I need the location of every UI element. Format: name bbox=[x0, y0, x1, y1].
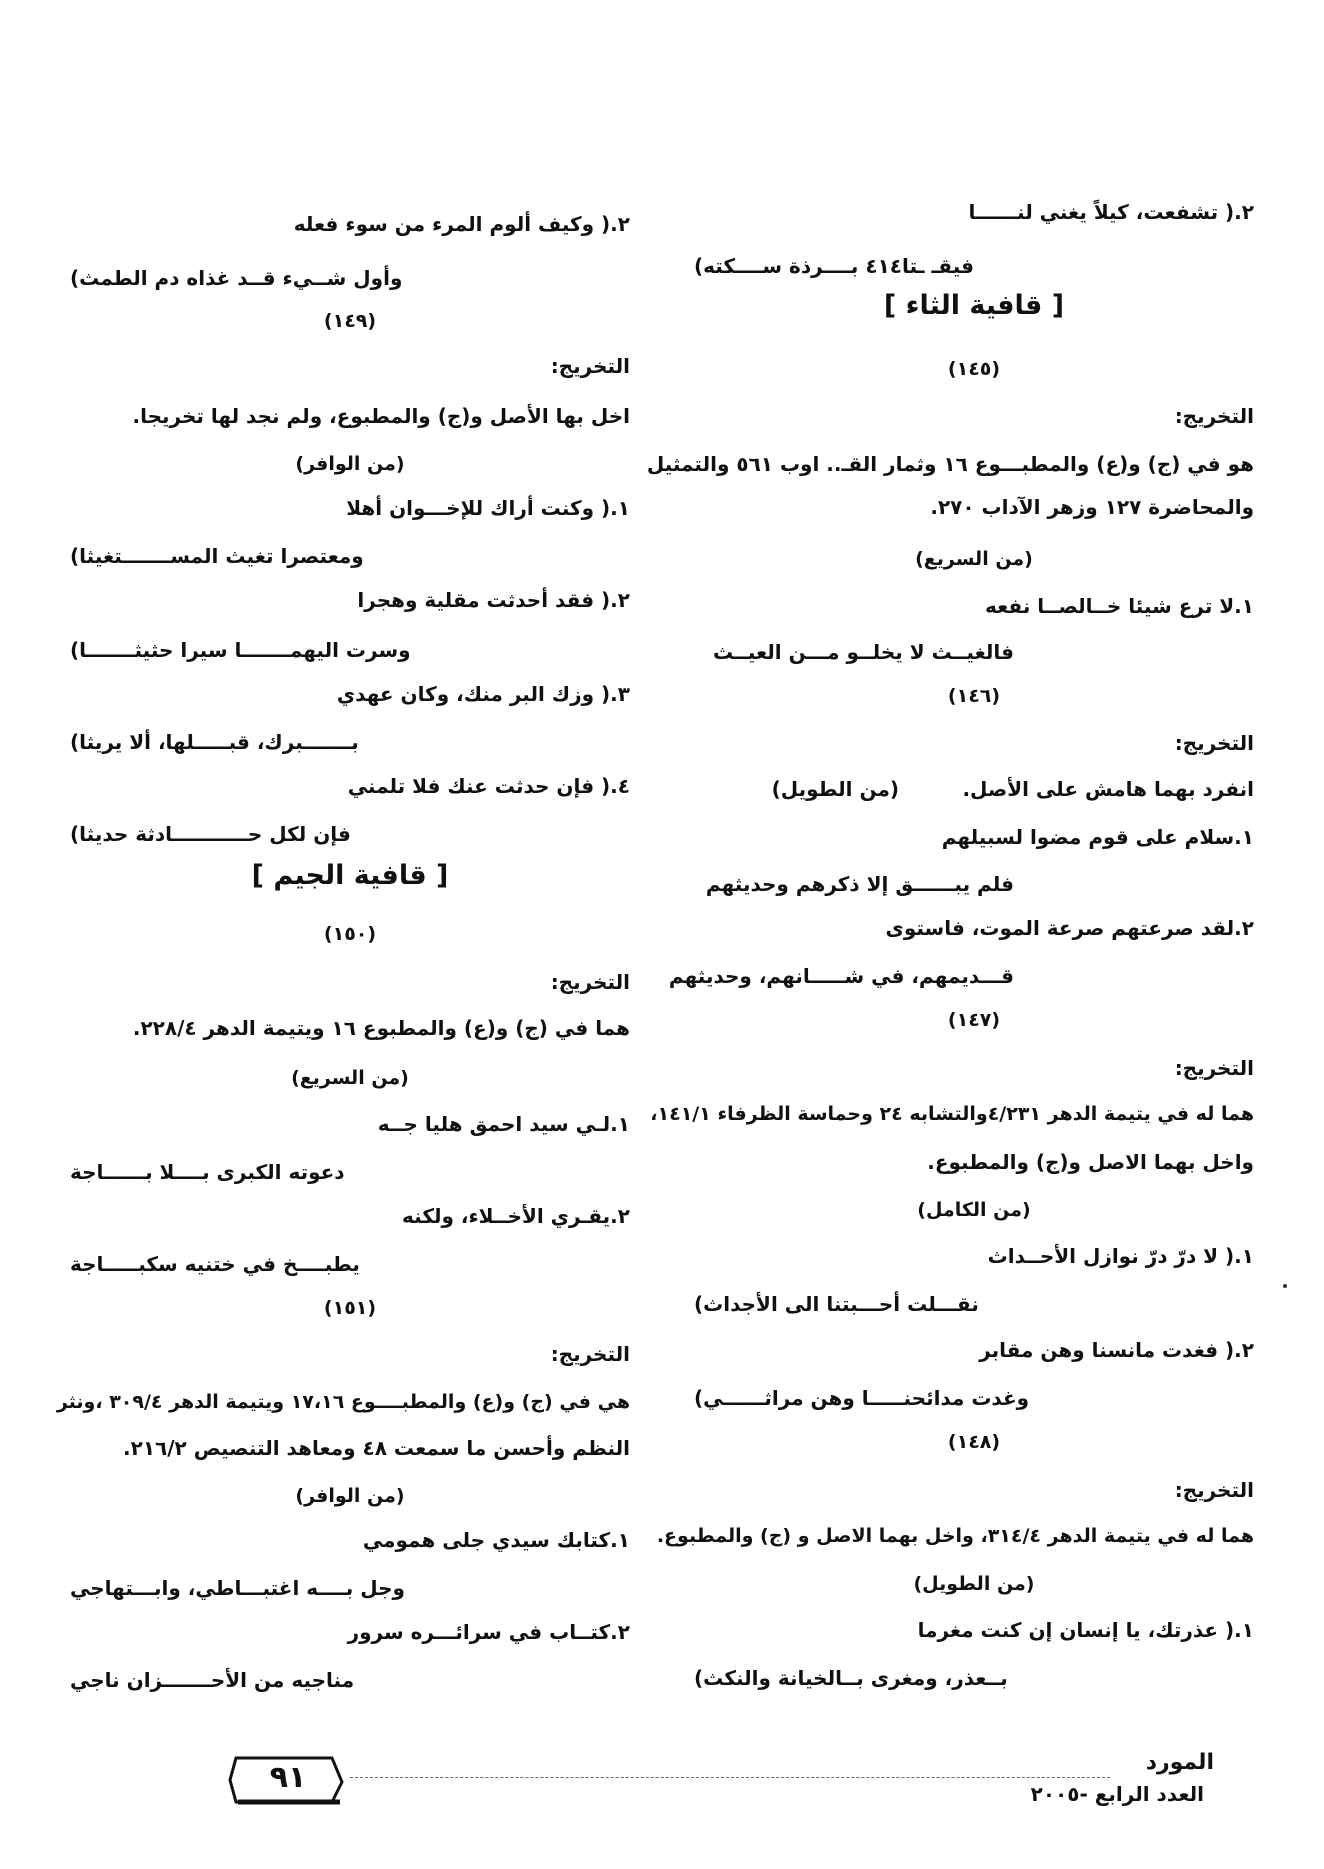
takhrij-text: اخل بها الأصل و(ج) والمطبوع، ولم نجد لها تخريجا. bbox=[132, 404, 630, 428]
verse-hemistich: ١.كتابك سيدي جلى همومي bbox=[362, 1528, 630, 1552]
poem-number: (١٤٨) bbox=[947, 1431, 1001, 1453]
verse-hemistich: مناجيه من الأحـــــــزان ناجي bbox=[70, 1668, 355, 1692]
scan-speck bbox=[1283, 1284, 1287, 1288]
issue-label: العدد الرابع -٢٠٠٥ bbox=[1030, 1782, 1204, 1806]
verse-hemistich: ٢.( تشفعت، كيلاً يغني لنــــــا bbox=[968, 200, 1254, 224]
meter-label: (من الكامل) bbox=[917, 1199, 1031, 1221]
page-number: ٩١ bbox=[269, 1760, 307, 1795]
takhrij-text: انفرد بهما هامش على الأصل. bbox=[962, 777, 1254, 801]
meter-label: (من السريع) bbox=[915, 548, 1033, 570]
takhrij-text: هما في (ج) و(ع) والمطبوع ١٦ ويتيمة الدهر ٢٢٨/٤. bbox=[132, 1016, 630, 1040]
verse-hemistich: ومعتصرا تغيث المســـــــتغيثا) bbox=[70, 544, 364, 568]
takhrij-text: هما له في يتيمة الدهر ٤/٢٣١والتشابه ٢٤ وحماسة الظرفاء ١٤١/١، bbox=[650, 1103, 1254, 1125]
takhrij-text: النظم وأحسن ما سمعت ٤٨ ومعاهد التنصيص ٢١٦/٢. bbox=[123, 1436, 630, 1460]
verse-hemistich: ٢.لقد صرعتهم صرعة الموت، فاستوى bbox=[885, 916, 1254, 940]
verse-hemistich: فلم يبــــــق إلا ذكرهم وحديثهم bbox=[705, 872, 1014, 896]
verse-hemistich: وأول شــيء قــد غذاه دم الطمث) bbox=[70, 266, 403, 290]
verse-hemistich: يطبــــخ في ختنيه سكبـــــاجة bbox=[70, 1252, 360, 1276]
takhrij-text: هو في (ج) و(ع) والمطبـــوع ١٦ وثمار القـ.. اوب ٥٦١ والتمثيل bbox=[646, 452, 1254, 476]
poem-number: (١٤٩) bbox=[323, 310, 377, 332]
section-heading-jeem: [ قافية الجيم ] bbox=[251, 860, 449, 891]
takhrij-label: التخريج: bbox=[550, 1342, 630, 1366]
verse-hemistich: ٢.يقـري الأخــلاء، ولكنه bbox=[402, 1204, 630, 1228]
takhrij-label: التخريج: bbox=[550, 354, 630, 378]
meter-label: (من الوافر) bbox=[295, 453, 405, 475]
verse-hemistich: بـــــــبرك، قبـــــلها، ألا يريثا) bbox=[70, 730, 359, 754]
verse-hemistich: وجل بــــه اغتبـــاطي، وابـــتهاجي bbox=[70, 1576, 405, 1600]
verse-hemistich: ١.لا ترع شيئا خــالصــا نفعه bbox=[985, 594, 1254, 618]
verse-hemistich: ١.( لا درّ درّ نوازل الأحــداث bbox=[987, 1244, 1254, 1268]
footer-rule bbox=[350, 1777, 1110, 1778]
takhrij-text: هي في (ج) و(ع) والمطبــــوع ١٧،١٦ ويتيمة الدهر ٣٠٩/٤ ،ونثر bbox=[56, 1391, 630, 1413]
takhrij-text: والمحاضرة ١٢٧ وزهر الآداب ٢٧٠. bbox=[930, 495, 1254, 519]
verse-hemistich: ١.سلام على قوم مضوا لسبيلهم bbox=[941, 825, 1254, 849]
poem-number: (١٥١) bbox=[323, 1297, 377, 1319]
takhrij-text: هما له في يتيمة الدهر ٣١٤/٤، واخل بهما الاصل و (ج) والمطبوع. bbox=[656, 1525, 1254, 1547]
verse-hemistich: وسرت اليهمـــــــا سيرا حثيثـــــــا) bbox=[70, 638, 411, 662]
verse-hemistich: فإن لكل حـــــــــــادثة حديثا) bbox=[70, 822, 351, 846]
verse-hemistich: ١.( وكنت أراك للإخـــوان أهلا bbox=[346, 496, 630, 520]
verse-hemistich: بــعذر، ومغرى بــالخيانة والنكث) bbox=[694, 1666, 1008, 1690]
verse-hemistich: قـــديمهم، في شـــــانهم، وحديثهم bbox=[668, 964, 1014, 988]
poem-number: (١٤٧) bbox=[947, 1009, 1001, 1031]
poem-number: (١٥٠) bbox=[323, 923, 377, 945]
verse-hemistich: نقـــلت أحـــبتنا الى الأجداث) bbox=[694, 1292, 979, 1316]
verse-hemistich: فيقـ ـتا٤١٤ بــــرذة ســــكته) bbox=[694, 254, 974, 278]
journal-name: المورد bbox=[1145, 1750, 1214, 1775]
left-column bbox=[56, 0, 630, 1730]
section-heading-thaa: [ قافية الثاء ] bbox=[883, 290, 1065, 321]
verse-hemistich: ٢.( فقد أحدثت مقلية وهجرا bbox=[357, 588, 630, 612]
right-column bbox=[646, 0, 1254, 1730]
takhrij-text: واخل بهما الاصل و(ج) والمطبوع. bbox=[927, 1150, 1254, 1174]
takhrij-label: التخريج: bbox=[1174, 1478, 1254, 1502]
poem-number: (١٤٦) bbox=[947, 685, 1001, 707]
verse-hemistich: ٣.( وزك البر منك، وكان عهدي bbox=[336, 682, 630, 706]
verse-hemistich: فالغيــث لا يخلــو مـــن العيــث bbox=[712, 640, 1014, 664]
meter-label: (من الطويل) bbox=[913, 1573, 1035, 1595]
verse-hemistich: ١.لـي سيد احمق هليا جــه bbox=[377, 1112, 630, 1136]
meter-label: (من الوافر) bbox=[295, 1485, 405, 1507]
verse-hemistich: وغدت مدائحنـــــا وهن مراثــــــي) bbox=[694, 1386, 1030, 1410]
takhrij-label: التخريج: bbox=[1174, 404, 1254, 428]
verse-hemistich: ٢.( فغدت مانسنا وهن مقابر bbox=[979, 1338, 1254, 1362]
poem-number: (١٤٥) bbox=[947, 358, 1001, 380]
verse-hemistich: ٤.( فإن حدثت عنك فلا تلمني bbox=[347, 774, 630, 798]
verse-hemistich: ١.( عذرتك، يا إنسان إن كنت مغرما bbox=[917, 1618, 1254, 1642]
takhrij-label: التخريج: bbox=[550, 970, 630, 994]
verse-hemistich: ٢.( وكيف ألوم المرء من سوء فعله bbox=[293, 212, 630, 236]
meter-label: (من السريع) bbox=[291, 1067, 409, 1089]
takhrij-label: التخريج: bbox=[1174, 1056, 1254, 1080]
verse-hemistich: ٢.كتــاب في سرائـــره سرور bbox=[347, 1620, 630, 1644]
verse-hemistich: دعوته الكبرى بــــلا بــــــاجة bbox=[70, 1160, 345, 1184]
takhrij-label: التخريج: bbox=[1174, 731, 1254, 755]
page-number-box bbox=[228, 1752, 348, 1808]
meter-label: (من الطويل) bbox=[771, 777, 899, 801]
